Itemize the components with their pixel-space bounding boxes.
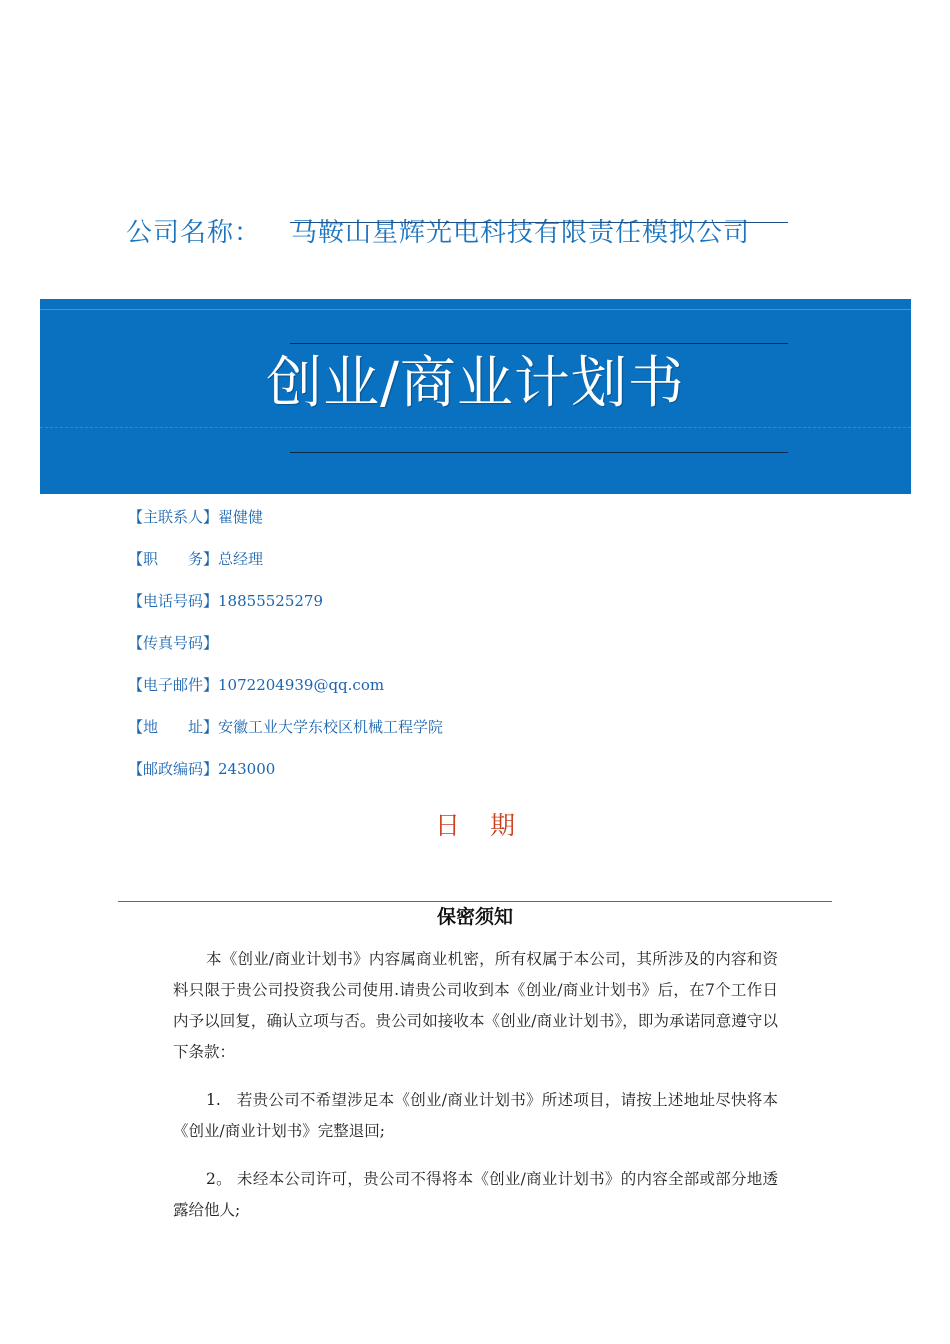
contact-value: 243000: [218, 760, 276, 778]
contact-value: 18855525279: [218, 592, 323, 610]
company-label: 公司名称：: [126, 218, 262, 248]
contact-label: 【职 务】: [128, 550, 219, 568]
banner-faint-line: [40, 427, 911, 428]
date-heading: 日期: [434, 811, 545, 840]
notice-item: 2。 未经本公司许可，贵公司不得将本《创业/商业计划书》的内容全部或部分地透露给他人;: [173, 1170, 778, 1219]
contact-value: 1072204939@qq.com: [218, 676, 385, 694]
company-strike-rule: [290, 222, 788, 223]
contact-value: 总经理: [218, 550, 264, 568]
banner-rule-bottom: [290, 452, 788, 453]
confidentiality-notice: [173, 944, 778, 1226]
contact-label: 【电子邮件】: [128, 676, 219, 694]
company-name: 马鞍山星辉光电科技有限责任模拟公司: [291, 218, 751, 248]
contact-label: 【地 址】: [128, 718, 219, 736]
banner-top-edge: [40, 309, 911, 310]
contact-info-list: [128, 506, 443, 800]
contact-label: 【传真号码】: [128, 634, 219, 652]
contact-row-phone: [128, 590, 443, 632]
contact-row-postcode: [128, 758, 443, 800]
contact-row-position: [128, 548, 443, 590]
contact-row-address: [128, 716, 443, 758]
contact-label: 【邮政编码】: [128, 760, 219, 778]
contact-row-main-contact: [128, 506, 443, 548]
company-line: [126, 212, 750, 249]
contact-value: 翟健健: [218, 508, 264, 526]
contact-row-email: [128, 674, 443, 716]
notice-intro-paragraph: 本《创业/商业计划书》内容属商业机密，所有权属于本公司，其所涉及的内容和资料只限于贵公司投资我公司使用.请贵公司收到本《创业/商业计划书》后，在7个工作日内予以回复，确认立项与否。贵公司如接收本《创业/商业计划书》，即为承诺同意遵守以下条款：: [173, 950, 778, 1061]
title-banner: [40, 299, 911, 494]
contact-label: 【电话号码】: [128, 592, 219, 610]
confidentiality-title: 保密须知: [436, 906, 513, 928]
document-title: 创业/商业计划书: [266, 351, 685, 416]
contact-label: 【主联系人】: [128, 508, 219, 526]
notice-item: 1. 若贵公司不希望涉足本《创业/商业计划书》所述项目，请按上述地址尽快将本《创业/商业计划书》完整退回;: [173, 1091, 778, 1140]
contact-value: 安徽工业大学东校区机械工程学院: [218, 718, 444, 736]
contact-row-fax: [128, 632, 443, 674]
